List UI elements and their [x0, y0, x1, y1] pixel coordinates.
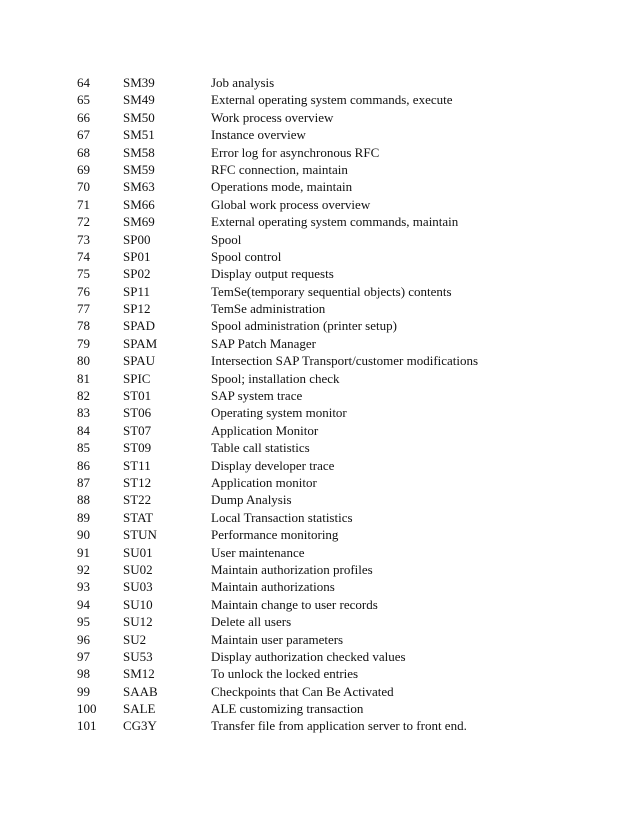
table-row — [0, 248, 638, 265]
table-row — [0, 91, 638, 108]
row-number: 83 — [77, 405, 90, 421]
transaction-description: To unlock the locked entries — [211, 666, 359, 682]
row-number: 90 — [77, 527, 90, 543]
transaction-code: ST07 — [123, 422, 152, 438]
transaction-code: STAT — [123, 509, 154, 525]
transaction-code: SP12 — [123, 301, 151, 317]
transaction-description: Application Monitor — [211, 422, 319, 438]
transaction-code: SPAD — [123, 318, 156, 334]
table-row — [0, 387, 638, 404]
row-number: 100 — [77, 701, 97, 717]
transaction-description: Dump Analysis — [211, 492, 292, 508]
transaction-description: Job analysis — [211, 75, 275, 90]
transaction-description: TemSe(temporary sequential objects) contents — [211, 283, 452, 299]
transaction-description: External operating system commands, execute — [211, 92, 453, 108]
transaction-code: STUN — [123, 527, 157, 543]
row-number: 79 — [77, 335, 90, 351]
row-number: 95 — [77, 614, 90, 630]
row-number: 75 — [77, 266, 90, 282]
transaction-code: ST06 — [123, 405, 152, 421]
table-row — [0, 474, 638, 491]
transaction-description: Spool; installation check — [211, 370, 340, 386]
transaction-code: SU10 — [123, 596, 153, 612]
row-number: 91 — [77, 544, 90, 560]
table-row — [0, 422, 638, 439]
transaction-description: Instance overview — [211, 127, 306, 143]
row-number: 98 — [77, 666, 90, 682]
transaction-description: Display developer trace — [211, 457, 335, 473]
table-row — [0, 196, 638, 213]
transaction-description: Maintain authorization profiles — [211, 561, 373, 577]
transaction-description: ALE customizing transaction — [211, 701, 364, 717]
transaction-description: Delete all users — [211, 614, 292, 630]
table-row — [0, 526, 638, 543]
row-number: 84 — [77, 422, 90, 438]
row-number: 73 — [77, 231, 90, 247]
transaction-code: SM63 — [123, 179, 155, 195]
transaction-description: External operating system commands, maintain — [211, 214, 459, 230]
transaction-description: Intersection SAP Transport/customer modifications — [211, 353, 479, 369]
transaction-code: SM50 — [123, 109, 155, 125]
row-number: 74 — [77, 248, 90, 264]
row-number: 96 — [77, 631, 90, 647]
transaction-description: TemSe administration — [211, 301, 326, 317]
table-row — [0, 700, 638, 717]
table-row — [0, 109, 638, 126]
row-number: 69 — [77, 161, 90, 177]
row-number: 92 — [77, 561, 90, 577]
transaction-code: SU12 — [123, 614, 153, 630]
transaction-code: SM49 — [123, 92, 155, 108]
table-row — [0, 665, 638, 682]
row-number: 78 — [77, 318, 90, 334]
row-number: 85 — [77, 440, 90, 456]
table-row — [0, 74, 638, 91]
row-number: 81 — [77, 370, 90, 386]
transaction-description: Operating system monitor — [211, 405, 347, 421]
table-row — [0, 717, 638, 734]
table-row — [0, 126, 638, 143]
transaction-code: ST01 — [123, 388, 152, 404]
table-row — [0, 648, 638, 665]
transaction-description: Maintain change to user records — [211, 596, 378, 612]
transaction-code: SM39 — [123, 75, 155, 90]
row-number: 71 — [77, 196, 90, 212]
transaction-description: RFC connection, maintain — [211, 161, 348, 177]
transaction-code: ST09 — [123, 440, 152, 456]
transaction-code: SP11 — [123, 283, 150, 299]
row-number: 65 — [77, 92, 90, 108]
transaction-description: SAP system trace — [211, 388, 303, 404]
row-number: 64 — [77, 75, 90, 90]
row-number: 68 — [77, 144, 90, 160]
transaction-description: Maintain authorizations — [211, 579, 335, 595]
table-row — [0, 631, 638, 648]
table-row — [0, 335, 638, 352]
table-row — [0, 300, 638, 317]
transaction-code: SPAM — [123, 335, 158, 351]
transaction-code: SM58 — [123, 144, 155, 160]
table-row — [0, 213, 638, 230]
row-number: 77 — [77, 301, 90, 317]
transaction-code: SPIC — [123, 370, 151, 386]
transaction-code: CG3Y — [123, 718, 157, 734]
transaction-code: SU01 — [123, 544, 153, 560]
row-number: 72 — [77, 214, 90, 230]
table-row — [0, 178, 638, 195]
table-row — [0, 317, 638, 334]
transaction-description: Spool — [211, 231, 242, 247]
row-number: 66 — [77, 109, 90, 125]
table-row — [0, 265, 638, 282]
table-row — [0, 352, 638, 369]
row-number: 101 — [77, 718, 97, 734]
transaction-description: Application monitor — [211, 474, 317, 490]
transaction-description: Checkpoints that Can Be Activated — [211, 683, 394, 699]
transaction-code: SP00 — [123, 231, 151, 247]
table-row — [0, 491, 638, 508]
transaction-code: SU53 — [123, 648, 153, 664]
row-number: 94 — [77, 596, 90, 612]
transaction-code: SALE — [123, 701, 156, 717]
table-row — [0, 231, 638, 248]
row-number: 89 — [77, 509, 90, 525]
table-row — [0, 439, 638, 456]
transaction-code: ST22 — [123, 492, 152, 508]
transaction-description: Maintain user parameters — [211, 631, 344, 647]
table-row — [0, 578, 638, 595]
transaction-description: Local Transaction statistics — [211, 509, 353, 525]
table-row — [0, 283, 638, 300]
transaction-code: SM12 — [123, 666, 155, 682]
transaction-code: SU02 — [123, 561, 153, 577]
table-row — [0, 596, 638, 613]
transaction-description: Error log for asynchronous RFC — [211, 144, 380, 160]
transaction-description: User maintenance — [211, 544, 305, 560]
table-row — [0, 404, 638, 421]
transaction-description: Work process overview — [211, 109, 334, 125]
transaction-code: SP02 — [123, 266, 151, 282]
transaction-code-table — [0, 74, 638, 735]
transaction-code: SM66 — [123, 196, 155, 212]
row-number: 99 — [77, 683, 90, 699]
transaction-description: Global work process overview — [211, 196, 371, 212]
transaction-code: SM51 — [123, 127, 155, 143]
table-row — [0, 144, 638, 161]
transaction-code: ST12 — [123, 474, 152, 490]
transaction-description: Spool control — [211, 248, 282, 264]
row-number: 82 — [77, 388, 90, 404]
table-row — [0, 683, 638, 700]
row-number: 67 — [77, 127, 90, 143]
table-row — [0, 161, 638, 178]
transaction-code: SP01 — [123, 248, 151, 264]
row-number: 93 — [77, 579, 90, 595]
row-number: 80 — [77, 353, 90, 369]
transaction-code: SU03 — [123, 579, 153, 595]
transaction-code: SAAB — [123, 683, 158, 699]
transaction-description: Performance monitoring — [211, 527, 339, 543]
row-number: 86 — [77, 457, 90, 473]
transaction-description: Display output requests — [211, 266, 334, 282]
table-row — [0, 561, 638, 578]
transaction-description: Display authorization checked values — [211, 648, 406, 664]
row-number: 76 — [77, 283, 90, 299]
transaction-description: Transfer file from application server to front end. — [211, 718, 467, 734]
table-row — [0, 457, 638, 474]
transaction-description: Operations mode, maintain — [211, 179, 353, 195]
row-number: 97 — [77, 648, 90, 664]
transaction-code: SM59 — [123, 161, 155, 177]
transaction-description: Table call statistics — [211, 440, 310, 456]
transaction-code: ST11 — [123, 457, 151, 473]
table-row — [0, 613, 638, 630]
table-row — [0, 544, 638, 561]
row-number: 70 — [77, 179, 90, 195]
table-row — [0, 370, 638, 387]
transaction-description: SAP Patch Manager — [211, 335, 316, 351]
transaction-code: SM69 — [123, 214, 155, 230]
transaction-code: SU2 — [123, 631, 147, 647]
transaction-description: Spool administration (printer setup) — [211, 318, 397, 334]
row-number: 87 — [77, 474, 90, 490]
transaction-code: SPAU — [123, 353, 156, 369]
row-number: 88 — [77, 492, 90, 508]
table-row — [0, 509, 638, 526]
